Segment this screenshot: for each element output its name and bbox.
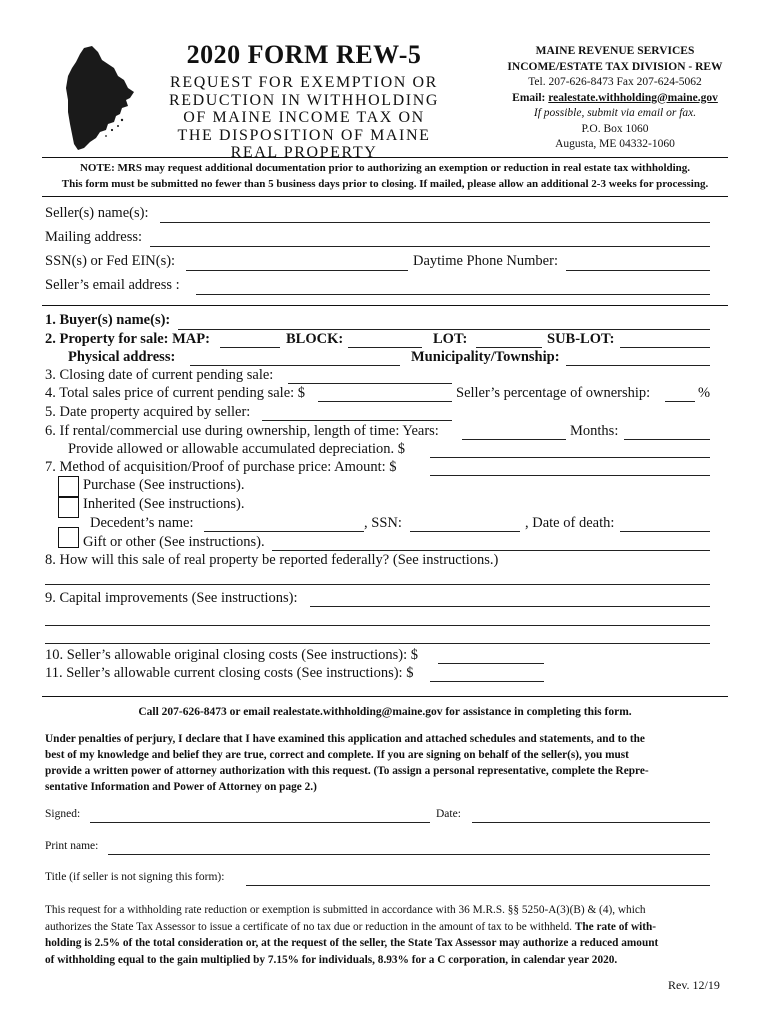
original-costs-label: 10. Seller’s allowable original closing costs (See instructions): $ bbox=[45, 647, 419, 663]
lot-label: LOT: bbox=[433, 331, 468, 347]
physical-address-field[interactable] bbox=[190, 365, 400, 366]
footer-line: of withholding equal to the gain multiplied by 7.15% for individuals, 8.93% for a C corporation, in calendar year 2020. bbox=[45, 953, 618, 966]
date-of-death-label: , Date of death: bbox=[525, 515, 615, 531]
original-costs-field[interactable] bbox=[438, 663, 544, 664]
subtitle-line: REAL PROPERTY bbox=[230, 144, 378, 161]
property-map-label: 2. Property for sale: MAP: bbox=[45, 331, 210, 347]
rental-years-field[interactable] bbox=[462, 439, 566, 440]
acquisition-method-label: 7. Method of acquisition/Proof of purchase price: Amount: $ bbox=[45, 459, 397, 475]
declaration-line: best of my knowledge and belief they are true, correct and complete. If you are signing on behalf of the seller(s), you must bbox=[45, 749, 629, 761]
block-label: BLOCK: bbox=[286, 331, 344, 347]
date-acquired-label: 5. Date property acquired by seller: bbox=[45, 404, 251, 420]
subtitle-line: OF MAINE INCOME TAX ON bbox=[183, 109, 425, 126]
submit-note: If possible, submit via email or fax. bbox=[533, 107, 697, 119]
depreciation-field[interactable] bbox=[430, 457, 710, 458]
agency-division: INCOME/ESTATE TAX DIVISION - REW bbox=[507, 60, 723, 73]
decedent-name-field[interactable] bbox=[204, 531, 364, 532]
depreciation-label: Provide allowed or allowable accumulated depreciation. $ bbox=[68, 441, 405, 457]
decedent-ssn-field[interactable] bbox=[410, 531, 520, 532]
agency-email-line bbox=[495, 91, 735, 107]
inherited-label: Inherited (See instructions). bbox=[83, 496, 245, 512]
assistance-text: Call 207-626-8473 or email realestate.withholding@maine.gov for assistance in completing this form. bbox=[138, 706, 632, 718]
decedent-name-label: Decedent’s name: bbox=[90, 515, 194, 531]
signed-label: Signed: bbox=[45, 808, 81, 820]
sublot-field[interactable] bbox=[620, 347, 710, 348]
closing-date-field[interactable] bbox=[288, 383, 452, 384]
federal-reporting-label: 8. How will this sale of real property be reported federally? (See instructions.) bbox=[45, 552, 499, 568]
total-price-label: 4. Total sales price of current pending sale: $ bbox=[45, 385, 306, 401]
header-divider bbox=[42, 157, 728, 158]
capital-improvements-label: 9. Capital improvements (See instructions): bbox=[45, 590, 298, 606]
rental-months-label: Months: bbox=[570, 423, 619, 439]
buyer-names-label: 1. Buyer(s) name(s): bbox=[45, 312, 171, 328]
footer-line bbox=[45, 919, 658, 936]
declaration-line: sentative Information and Power of Attorney on page 2.) bbox=[45, 781, 317, 793]
form-subtitle bbox=[150, 74, 458, 162]
agency-name: MAINE REVENUE SERVICES bbox=[535, 45, 695, 57]
maine-map-icon bbox=[62, 46, 136, 152]
subtitle-line: REQUEST FOR EXEMPTION OR bbox=[170, 74, 438, 91]
inherited-checkbox[interactable] bbox=[58, 497, 79, 518]
seller-email-label: Seller’s email address : bbox=[45, 277, 180, 293]
municipality-field[interactable] bbox=[566, 365, 710, 366]
mailing-address-field[interactable] bbox=[150, 246, 710, 247]
block-field[interactable] bbox=[348, 347, 422, 348]
subtitle-line: THE DISPOSITION OF MAINE bbox=[177, 126, 431, 144]
lower-divider bbox=[42, 696, 728, 697]
daytime-phone-field[interactable] bbox=[566, 270, 710, 271]
form-title: 2020 FORM REW-5 bbox=[186, 40, 422, 69]
signer-title-label: Title (if seller is not signing this form): bbox=[45, 871, 225, 883]
map-field[interactable] bbox=[220, 347, 280, 348]
signer-title-field[interactable] bbox=[246, 885, 710, 886]
agency-phone-fax: Tel. 207-626-8473 Fax 207-624-5062 bbox=[528, 76, 702, 88]
declaration-line: provide a written power of attorney authorization with this request. (To assign a personal representative, complete the Repre- bbox=[45, 765, 649, 777]
gift-label: Gift or other (See instructions). bbox=[83, 534, 265, 550]
date-of-death-field[interactable] bbox=[620, 531, 710, 532]
rental-months-field[interactable] bbox=[624, 439, 710, 440]
closing-date-label: 3. Closing date of current pending sale: bbox=[45, 367, 274, 383]
acquisition-amount-field[interactable] bbox=[430, 475, 710, 476]
subtitle-line: REDUCTION IN WITHHOLDING bbox=[168, 91, 440, 109]
rental-years-label: 6. If rental/commercial use during ownership, length of time: Years: bbox=[45, 423, 439, 439]
capital-improvements-field-2[interactable] bbox=[45, 625, 710, 626]
buyer-names-field[interactable] bbox=[178, 329, 710, 330]
percent-sign: % bbox=[698, 385, 711, 401]
seller-names-label: Seller(s) name(s): bbox=[45, 205, 149, 221]
gift-field[interactable] bbox=[272, 550, 710, 551]
declaration-line: Under penalties of perjury, I declare that I have examined this application and attached schedules and statements, and to the bbox=[45, 733, 645, 745]
footer-line-bold: The rate of with- bbox=[574, 920, 657, 933]
current-costs-field[interactable] bbox=[430, 681, 544, 682]
seller-email-field[interactable] bbox=[196, 294, 710, 295]
agency-email-link[interactable]: realestate.withholding@maine.gov bbox=[548, 91, 718, 104]
signature-date-field[interactable] bbox=[472, 822, 710, 823]
po-box: P.O. Box 1060 bbox=[581, 122, 649, 135]
note-line-2: This form must be submitted no fewer than 5 business days prior to closing. If mailed, please allow an additional 2-3 weeks for processing. bbox=[61, 178, 709, 190]
sublot-label: SUB-LOT: bbox=[547, 331, 615, 347]
footer-line-normal: authorizes the State Tax Assessor to issue a certificate of no tax due or reduction in the amount of tax to be withheld. bbox=[45, 920, 575, 933]
decedent-ssn-label: , SSN: bbox=[364, 515, 402, 531]
agency-block bbox=[495, 44, 735, 153]
note-divider bbox=[42, 196, 728, 197]
daytime-phone-label: Daytime Phone Number: bbox=[413, 253, 558, 269]
email-label: Email: bbox=[512, 91, 549, 104]
current-costs-label: 11. Seller’s allowable current closing costs (See instructions): $ bbox=[45, 665, 414, 681]
ownership-pct-field[interactable] bbox=[665, 401, 695, 402]
ssn-ein-field[interactable] bbox=[186, 270, 408, 271]
note-line-1: NOTE: MRS may request additional documentation prior to authorizing an exemption or reduction in real estate tax withholding. bbox=[79, 162, 691, 174]
date-label: Date: bbox=[436, 808, 461, 820]
print-name-label: Print name: bbox=[45, 840, 99, 852]
print-name-field[interactable] bbox=[108, 854, 710, 855]
federal-reporting-field[interactable] bbox=[45, 584, 710, 585]
revision-date: Rev. 12/19 bbox=[668, 978, 720, 992]
municipality-label: Municipality/Township: bbox=[411, 349, 560, 365]
physical-address-label: Physical address: bbox=[68, 349, 176, 365]
ssn-ein-label: SSN(s) or Fed EIN(s): bbox=[45, 253, 176, 269]
total-price-field[interactable] bbox=[318, 401, 452, 402]
section-divider bbox=[42, 305, 728, 306]
declaration-block bbox=[45, 731, 649, 795]
purchase-label: Purchase (See instructions). bbox=[83, 477, 245, 493]
footer-text bbox=[45, 902, 658, 968]
signature-field[interactable] bbox=[90, 822, 430, 823]
footer-line: holding is 2.5% of the total consideration or, at the request of the seller, the State Tax Assessor may authorize a reduced amount bbox=[45, 937, 659, 949]
capital-improvements-field-1[interactable] bbox=[310, 606, 710, 607]
date-acquired-field[interactable] bbox=[262, 420, 452, 421]
gift-checkbox[interactable] bbox=[58, 527, 79, 548]
lot-field[interactable] bbox=[476, 347, 542, 348]
ownership-pct-label: Seller’s percentage of ownership: bbox=[456, 385, 651, 401]
purchase-checkbox[interactable] bbox=[58, 476, 79, 497]
mailing-address-label: Mailing address: bbox=[45, 229, 143, 245]
footer-line: This request for a withholding rate reduction or exemption is submitted in accordance with 36 M.R.S. §§ 5250-A(3)(B) & (4), which bbox=[45, 904, 646, 916]
agency-city: Augusta, ME 04332-1060 bbox=[555, 138, 675, 150]
seller-names-field[interactable] bbox=[160, 222, 710, 223]
capital-improvements-field-3[interactable] bbox=[45, 643, 710, 644]
